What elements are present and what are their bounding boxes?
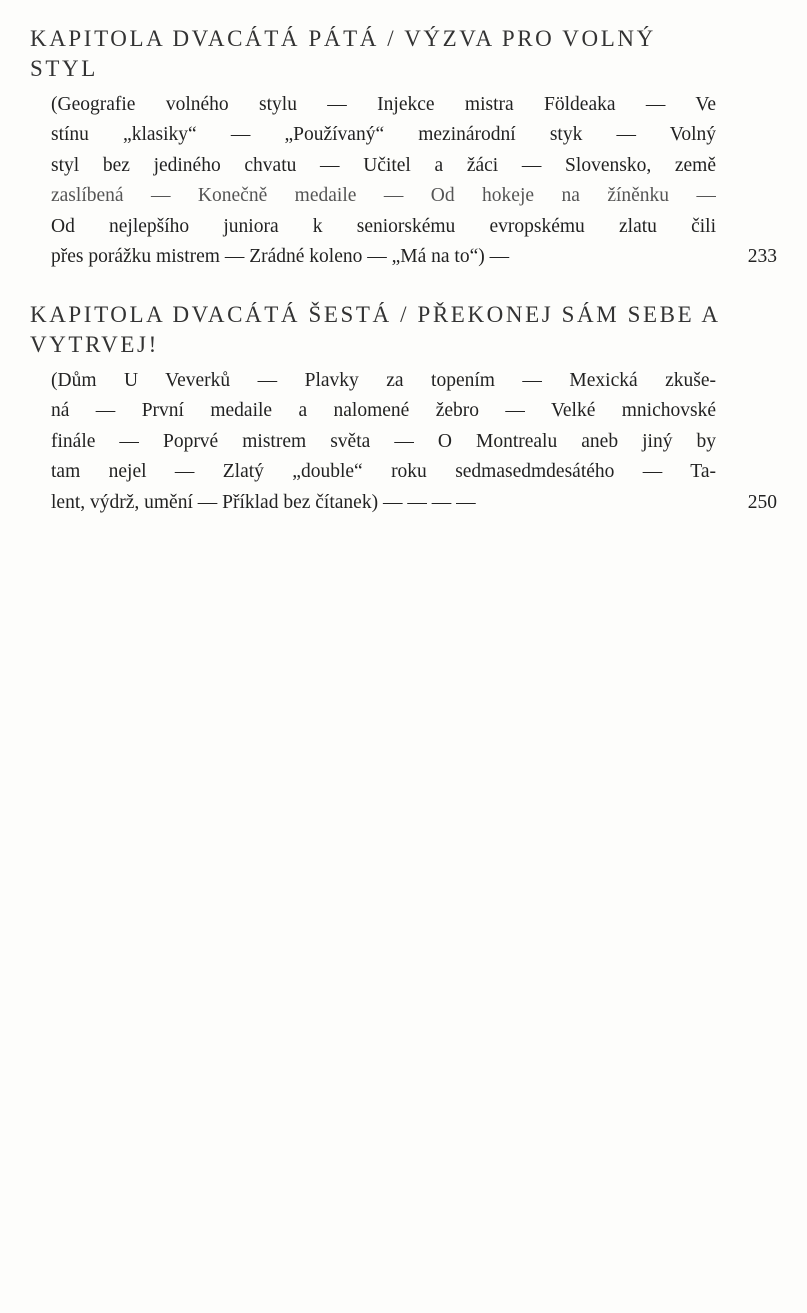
chapter-26-entry xyxy=(30,300,780,518)
contents-line: přes porážku mistrem — Zrádné koleno — „Má na to“) — 233 xyxy=(51,242,781,272)
contents-line: Od nejlepšího juniora k seniorskému evropskému zlatu čili xyxy=(51,215,716,237)
page-number: 250 xyxy=(742,488,777,518)
contents-line: zaslíbená — Konečně medaile — Od hokeje na žíněnku — xyxy=(51,185,716,207)
page-number: 233 xyxy=(742,242,777,272)
contents-line: (Geografie volného stylu — Injekce mistra Földeaka — Ve xyxy=(51,94,716,115)
chapter-title: KAPITOLA DVACÁTÁ PÁTÁ / VÝZVA PRO VOLNÝ STYL xyxy=(30,26,656,81)
chapter-25-entry xyxy=(30,24,780,272)
contents-line: finále — Poprvé mistrem světa — O Montrealu aneb jiný by xyxy=(51,430,716,452)
chapter-title: KAPITOLA DVACÁTÁ ŠESTÁ / PŘEKONEJ SÁM SEBE A VYTRVEJ! xyxy=(30,302,720,357)
contents-line: ná — První medaile a nalomené žebro — Velké mnichovské xyxy=(51,400,716,422)
chapter-contents xyxy=(51,90,781,272)
contents-line: stínu „klasiky“ — „Používaný“ mezinárodní styk — Volný xyxy=(51,124,716,146)
contents-line: (Dům U Veverků — Plavky za topením — Mexická zkuše- xyxy=(51,370,716,391)
contents-line: styl bez jediného chvatu — Učitel a žáci — Slovensko, země xyxy=(51,154,716,176)
contents-line: tam nejel — Zlatý „double“ roku sedmasedmdesátého — Ta- xyxy=(51,461,716,483)
contents-line: lent, výdrž, umění — Příklad bez čítanek) — — — — 250 xyxy=(51,488,781,518)
chapter-contents xyxy=(51,366,781,518)
